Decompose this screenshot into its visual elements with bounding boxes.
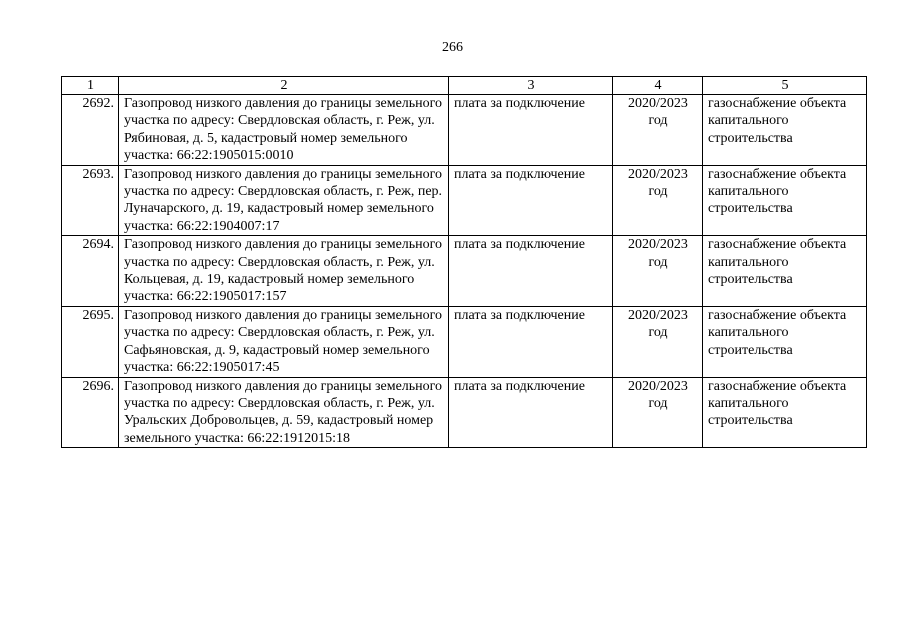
object-description: Газопровод низкого давления до границы земельного участка по адресу: Свердловская область, г. Реж, ул. Сафьяновская, д. 9, кадастровый номер земельного участка: 66:22:1905017:45	[119, 306, 449, 377]
row-number: 2692.	[62, 95, 119, 166]
purpose: газоснабжение объекта капитального строительства	[703, 377, 867, 448]
period: 2020/2023 год	[613, 236, 703, 307]
purpose: газоснабжение объекта капитального строительства	[703, 165, 867, 236]
period: 2020/2023 год	[613, 165, 703, 236]
object-description: Газопровод низкого давления до границы земельного участка по адресу: Свердловская область, г. Реж, пер. Луначарского, д. 19, кадастровый номер земельного участка: 66:22:1904007:17	[119, 165, 449, 236]
column-header: 3	[449, 77, 613, 95]
table-row	[62, 165, 867, 236]
column-header: 5	[703, 77, 867, 95]
table-row	[62, 377, 867, 448]
object-description: Газопровод низкого давления до границы земельного участка по адресу: Свердловская область, г. Реж, ул. Кольцевая, д. 19, кадастровый номер земельного участка: 66:22:1905017:157	[119, 236, 449, 307]
payment-type: плата за подключение	[449, 236, 613, 307]
data-table	[61, 76, 867, 448]
table-row	[62, 306, 867, 377]
payment-type: плата за подключение	[449, 95, 613, 166]
payment-type: плата за подключение	[449, 165, 613, 236]
purpose: газоснабжение объекта капитального строительства	[703, 236, 867, 307]
purpose: газоснабжение объекта капитального строительства	[703, 306, 867, 377]
row-number: 2694.	[62, 236, 119, 307]
page-number: 266	[442, 40, 463, 55]
period: 2020/2023 год	[613, 95, 703, 166]
column-header: 4	[613, 77, 703, 95]
period: 2020/2023 год	[613, 306, 703, 377]
payment-type: плата за подключение	[449, 377, 613, 448]
object-description: Газопровод низкого давления до границы земельного участка по адресу: Свердловская область, г. Реж, ул. Уральских Добровольцев, д. 59, кадастровый номер земельного участка: 66:22:1912015:18	[119, 377, 449, 448]
period: 2020/2023 год	[613, 377, 703, 448]
purpose: газоснабжение объекта капитального строительства	[703, 95, 867, 166]
object-description: Газопровод низкого давления до границы земельного участка по адресу: Свердловская область, г. Реж, ул. Рябиновая, д. 5, кадастровый номер земельного участка: 66:22:1905015:0010	[119, 95, 449, 166]
column-header: 2	[119, 77, 449, 95]
column-header: 1	[62, 77, 119, 95]
payment-type: плата за подключение	[449, 306, 613, 377]
table-row	[62, 236, 867, 307]
row-number: 2693.	[62, 165, 119, 236]
table-header-row	[62, 77, 867, 95]
row-number: 2696.	[62, 377, 119, 448]
table-row	[62, 95, 867, 166]
row-number: 2695.	[62, 306, 119, 377]
